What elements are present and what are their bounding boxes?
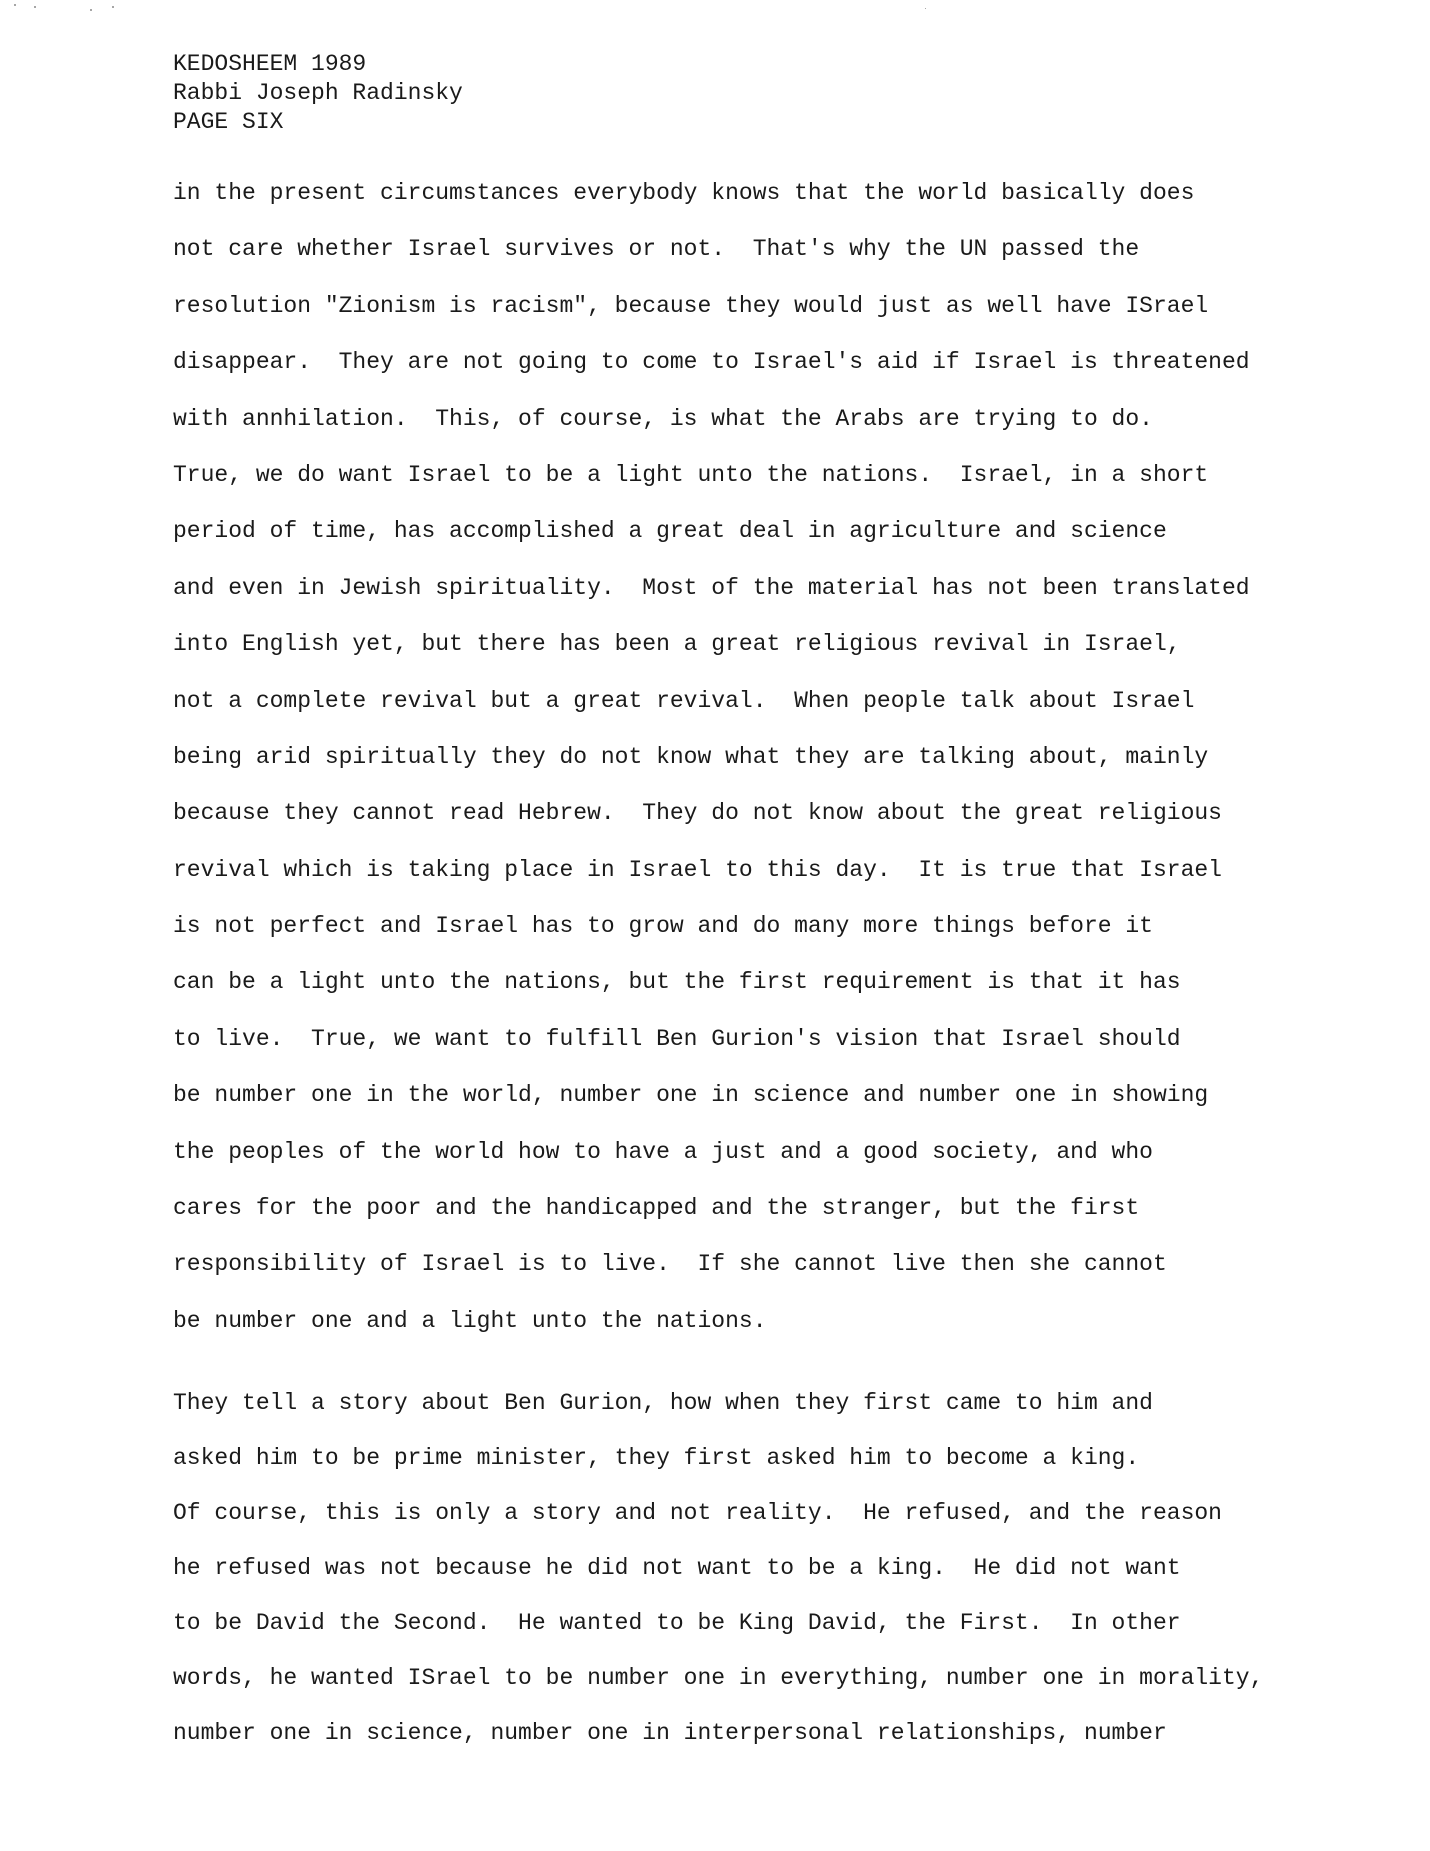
text-line: can be a light unto the nations, but the first requirement is that it has	[173, 969, 1181, 996]
text-line: They tell a story about Ben Gurion, how when they first came to him and	[173, 1390, 1153, 1417]
text-line: being arid spiritually they do not know what they are talking about, mainly	[173, 743, 1209, 770]
text-line: resolution "Zionism is racism", because they would just as well have ISrael	[173, 292, 1209, 319]
text-line: period of time, has accomplished a great deal in agriculture and science	[173, 518, 1167, 545]
header-page-label: PAGE SIX	[173, 109, 284, 135]
text-line: responsibility of Israel is to live. If she cannot live then she cannot	[173, 1251, 1167, 1278]
text-line: into English yet, but there has been a great religious revival in Israel,	[173, 631, 1181, 658]
header-title: KEDOSHEEM 1989	[173, 51, 367, 77]
text-line: not care whether Israel survives or not. That's why the UN passed the	[173, 236, 1140, 263]
scan-speck	[14, 4, 16, 6]
text-line: the peoples of the world how to have a just and a good society, and who	[173, 1138, 1153, 1165]
document-body	[173, 165, 1293, 1760]
scan-speck	[90, 9, 92, 11]
paragraph-2	[173, 1375, 1293, 1760]
paragraph-1	[173, 165, 1293, 1349]
text-line: cares for the poor and the handicapped and the stranger, but the first	[173, 1195, 1140, 1222]
text-line: True, we do want Israel to be a light unto the nations. Israel, in a short	[173, 461, 1209, 488]
text-line: words, he wanted ISrael to be number one in everything, number one in morality,	[173, 1665, 1264, 1692]
text-line: and even in Jewish spirituality. Most of the material has not been translated	[173, 574, 1250, 601]
scan-speck	[112, 6, 114, 8]
text-line: be number one in the world, number one in science and number one in showing	[173, 1082, 1209, 1109]
scan-speck	[925, 8, 926, 9]
scan-speck	[34, 6, 36, 8]
text-line: be number one and a light unto the nations.	[173, 1307, 767, 1334]
text-line: revival which is taking place in Israel to this day. It is true that Israel	[173, 856, 1222, 883]
text-line: is not perfect and Israel has to grow and do many more things before it	[173, 913, 1153, 940]
text-line: Of course, this is only a story and not reality. He refused, and the reason	[173, 1500, 1222, 1527]
text-line: with annhilation. This, of course, is what the Arabs are trying to do.	[173, 405, 1153, 432]
text-line: not a complete revival but a great revival. When people talk about Israel	[173, 687, 1195, 714]
text-line: because they cannot read Hebrew. They do not know about the great religious	[173, 800, 1222, 827]
text-line: asked him to be prime minister, they first asked him to become a king.	[173, 1445, 1140, 1472]
text-line: to be David the Second. He wanted to be King David, the First. In other	[173, 1610, 1181, 1637]
text-line: he refused was not because he did not want to be a king. He did not want	[173, 1555, 1181, 1582]
header-author: Rabbi Joseph Radinsky	[173, 80, 463, 106]
text-line: number one in science, number one in interpersonal relationships, number	[173, 1720, 1167, 1747]
text-line: to live. True, we want to fulfill Ben Gurion's vision that Israel should	[173, 1025, 1181, 1052]
text-line: disappear. They are not going to come to Israel's aid if Israel is threatened	[173, 349, 1250, 376]
text-line: in the present circumstances everybody knows that the world basically does	[173, 180, 1195, 206]
document-header	[173, 50, 463, 137]
